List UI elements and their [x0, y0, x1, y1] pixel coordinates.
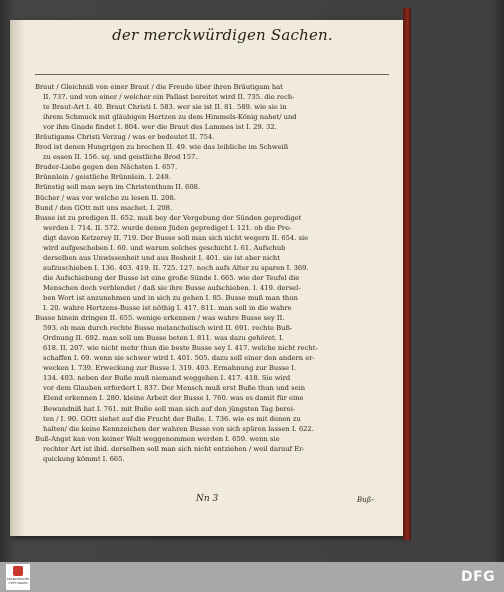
text-line: aufzuschieben I. 136. 403. 419. II. 725. 127. noch aufs Alter zu sparen I. 369.	[43, 263, 309, 272]
text-line: Buß-Angst kan von keiner Welt weggenommen werden I. 659. wenn sie	[35, 434, 280, 443]
franckesche-stiftungen-logo[interactable]	[6, 564, 30, 590]
text-line: Bund / den GOtt mit uns machet. I. 208.	[35, 203, 173, 212]
text-line: Menschen doch verblendet / daß sie ihre Busse aufschieben. I. 419. dersel-	[43, 283, 301, 292]
text-line: wird aufgeschoben I. 60. und warum solches geschicht I. 61. Aufschub	[43, 243, 286, 252]
book-page	[10, 20, 404, 536]
text-line: ten / I. 90. GOtt siehet auf die Frucht der Buße. I. 736. wie es mit denen zu	[43, 414, 301, 423]
text-line: Bräutigams Christi Verzug / was er bedeutet II. 754.	[35, 133, 215, 142]
header-rule	[35, 74, 389, 75]
text-line: Busse hinein dringen II. 655. wenige erkennen / was wahre Busse sey II.	[35, 314, 285, 323]
viewer-footer-bar	[0, 562, 504, 592]
text-line: quickung kömmt I. 665.	[43, 454, 125, 463]
text-line: rechter Art ist ibid. derselben soll man sich nicht entziehen / weil darauf Er-	[43, 444, 305, 453]
logo-left-label: FRANCKESCHE STIFTUNGEN	[6, 577, 30, 585]
text-line: halten/ die keine Kennzeichen der wahren Busse von sich spüren lassen I. 622.	[43, 424, 314, 433]
text-line: Brod ist denen Hungrigen zu brechen II. 49. wie das leibliche im Schweiß	[35, 143, 289, 152]
text-line: ihrem Schmuck mit gläubigen Hertzen zu dem Himmels-König nahet/ und	[43, 113, 297, 122]
text-line: ben Wort ist anzunehmen und in sich zu gehen I. 85. Busse muß man thun	[43, 293, 298, 302]
text-line: die Aufschiebung der Busse ist eine große Sünde I. 665. wie der Teufel die	[43, 273, 300, 282]
text-line: Brünnlein / geistliche Brünnlein. I. 249.	[35, 173, 171, 182]
text-line: 618. II. 207. wie nicht mehr thun die beste Busse sey I. 417. welche nicht recht-	[43, 344, 318, 353]
text-line: Bewandniß hat I. 761. mit Buße soll man sich auf den jüngsten Tag berei-	[43, 404, 296, 413]
text-line: Brünstig soll man seyn im Christenthum II. 608.	[35, 183, 201, 192]
index-text-block	[35, 82, 389, 464]
text-line: te Braut-Art I. 40. Braut Christi I. 583. wer sie ist II. 81. 589. wie sie in	[43, 103, 287, 112]
page-header	[11, 26, 404, 50]
text-line: derselben aus Unwissenheit und aus Bosheit I. 401. sie ist aber nicht	[43, 253, 280, 262]
text-line: digt davon Ketzerey II. 719. Der Busse soll man sich nicht wegern II. 654. sie	[43, 233, 309, 242]
text-line: wecken I. 739. Erweckung zur Busse I. 319. 403. Ermahnung zur Busse I.	[43, 364, 297, 373]
text-line: vor dem Glauben erfordert I. 837. Der Mensch muß erst Buße thun und sein	[43, 384, 306, 393]
page-signature: Nn 3	[196, 494, 219, 504]
running-title: der merckwürdigen Sachen.	[112, 26, 333, 44]
catchword: Buß-	[357, 496, 374, 504]
text-line: 593. ob man durch rechte Busse melancholisch wird II. 691. rechte Buß-	[43, 324, 293, 333]
text-line: zu essen II. 156. sq. und geistliche Brod 157.	[43, 153, 198, 162]
text-line: werden I. 714. II. 572. wurde denen Jüden geprediget I. 121. ob die Pre-	[43, 223, 292, 232]
text-line: vor ihm Gnade findet I. 804. wer die Braut des Lammes ist I. 29. 32.	[43, 123, 277, 132]
book-cover-edge	[403, 8, 411, 540]
text-line: Bruder-Liebe gegen den Nächsten I. 657.	[35, 163, 178, 172]
text-line: Busse ist zu predigen II. 652. muß bey der Vergebung der Sünden geprediget	[35, 213, 302, 222]
text-line: Bücher / was vor welche zu lesen II. 208.	[35, 193, 176, 202]
emblem-icon	[13, 566, 23, 576]
text-line: Braut / Gleichniß von einer Braut / die Freude über ihren Bräutigam hat	[35, 83, 283, 91]
text-line: Ordnung II. 692. man soll um Busse beten I. 811. was dazu gehöret. I.	[43, 334, 284, 343]
dfg-logo[interactable]: DFG	[461, 569, 496, 585]
text-line: II. 737. und von einer / welcher ein Pallast bereitet wird II. 735. die rech-	[43, 93, 295, 102]
text-line: schaffen I. 69. wenn sie schwer wird I. 401. 505. dazu soll einer den andern er-	[43, 354, 315, 363]
text-line: I. 20. wahre Hertzens-Busse ist nöthig I. 417. 811. man soll in die wahre	[43, 304, 292, 313]
text-line: Elend erkennen I. 280. kleine Arbeit der Busse I. 760. was es damit für eine	[43, 394, 304, 403]
text-line: 134. 403. neben der Buße muß niemand weggehen I. 417. 418. Sie wird	[43, 374, 291, 383]
